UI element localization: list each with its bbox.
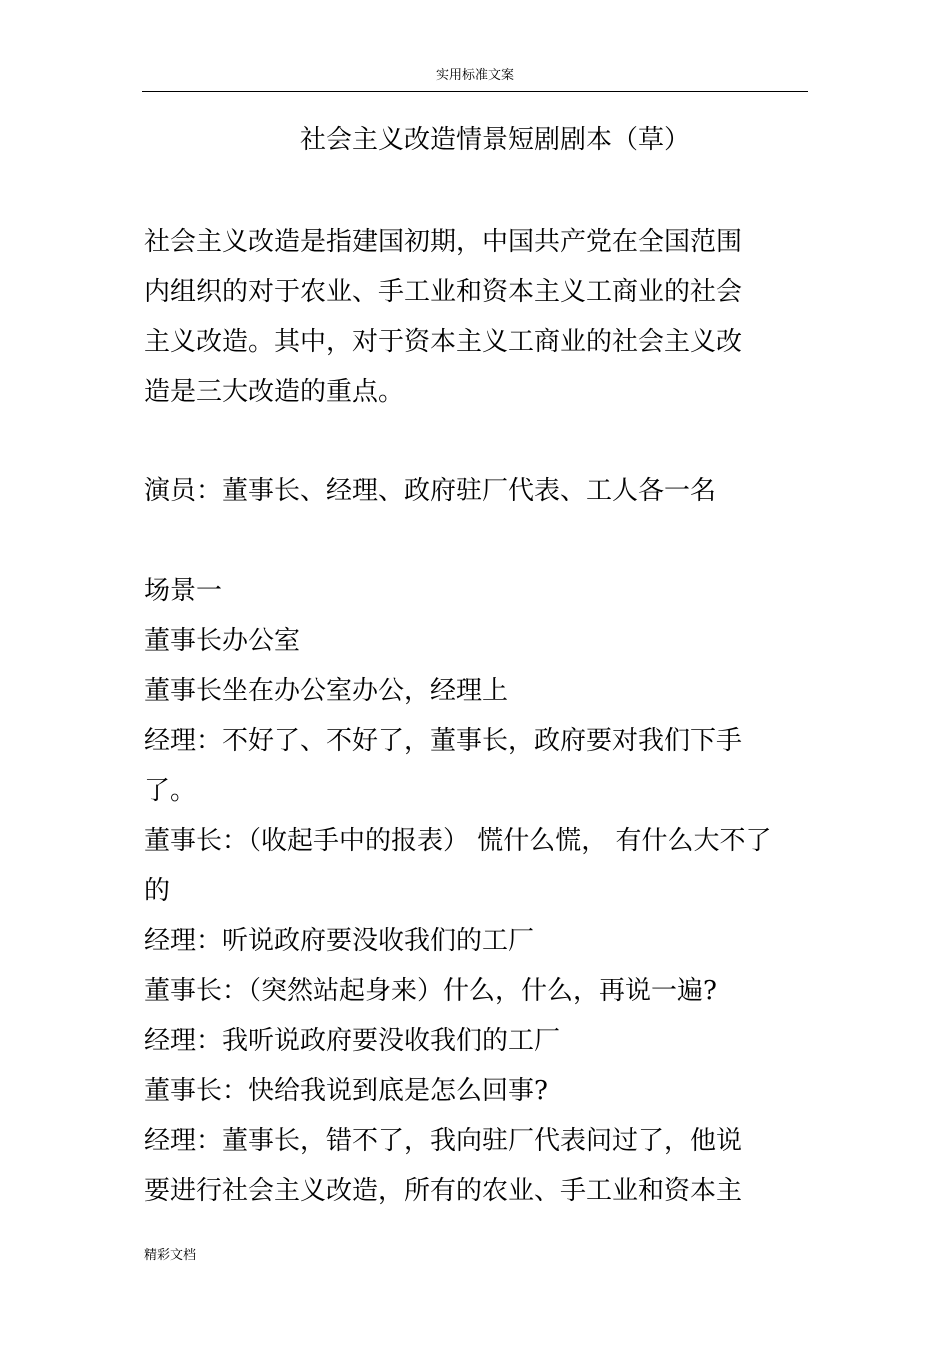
- script-line: 经理：我听说政府要没收我们的工厂: [144, 1026, 561, 1056]
- script-body: [144, 666, 772, 1216]
- intro-line: 主义改造。其中，对于资本主义工商业的社会主义改: [144, 327, 743, 357]
- script-line: 董事长：（收起手中的报表） 慌什么慌， 有什么大不了: [144, 826, 772, 856]
- scene-heading-line: [144, 566, 300, 666]
- intro-line: 内组织的对于农业、手工业和资本主义工商业的社会: [144, 277, 743, 307]
- intro-line: 社会主义改造是指建国初期，中国共产党在全国范围: [144, 227, 743, 257]
- script-line: 了。: [144, 776, 197, 806]
- script-line: 要进行社会主义改造，所有的农业、手工业和资本主: [144, 1176, 743, 1206]
- page-header: 实用标准文案: [435, 68, 514, 83]
- script-line: 经理：听说政府要没收我们的工厂: [144, 926, 535, 956]
- intro-paragraph: [144, 217, 742, 417]
- script-line: 董事长：（突然站起身来）什么，什么，再说一遍?: [144, 976, 717, 1006]
- script-line: 的: [144, 876, 171, 906]
- scene-label: 场景一: [144, 576, 223, 606]
- intro-line: 造是三大改造的重点。: [144, 377, 405, 407]
- scene-location: 董事长办公室: [144, 626, 301, 656]
- script-line: 经理：董事长，错不了，我向驻厂代表问过了，他说: [144, 1126, 743, 1156]
- page-footer: 精彩文档: [144, 1248, 197, 1263]
- header-divider: [142, 91, 808, 92]
- script-line: 董事长：快给我说到底是怎么回事?: [144, 1076, 548, 1106]
- cast-line: [144, 466, 716, 516]
- document-title: 社会主义改造情景短剧剧本（草）: [299, 125, 690, 155]
- script-line: 经理：不好了、不好了，董事长，政府要对我们下手: [144, 726, 743, 756]
- scene-heading: [144, 566, 300, 666]
- cast-text: 演员：董事长、经理、政府驻厂代表、工人各一名: [144, 476, 717, 506]
- script-line: 董事长坐在办公室办公，经理上: [144, 676, 509, 706]
